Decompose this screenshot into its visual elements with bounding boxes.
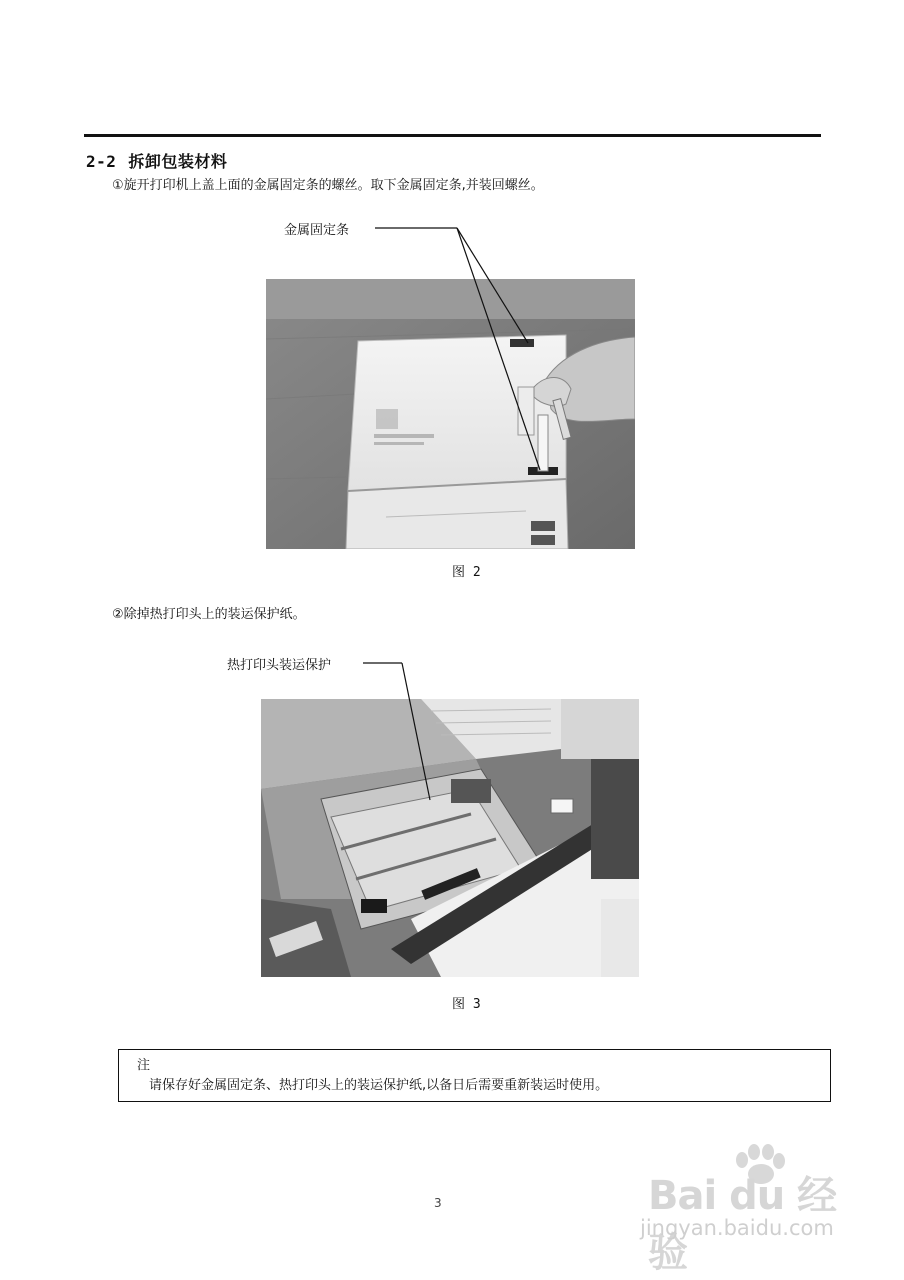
printer-top-cover-image xyxy=(266,279,635,549)
watermark-url: jingyan.baidu.com xyxy=(640,1216,834,1240)
figure-3-photo xyxy=(261,699,639,977)
watermark-brand: Bai du 经验 xyxy=(648,1173,837,1276)
figure-2-photo xyxy=(266,279,635,549)
note-text: 请保存好金属固定条、热打印头上的装运保护纸,以备日后需要重新装运时使用。 xyxy=(149,1078,609,1093)
note-box xyxy=(118,1049,831,1102)
page-number: 3 xyxy=(434,1196,442,1210)
section-top-rule xyxy=(84,134,821,137)
watermark xyxy=(640,1142,870,1276)
section-number: 2-2 xyxy=(86,152,117,171)
step-1-instruction: ①旋开打印机上盖上面的金属固定条的螺丝。取下金属固定条,并装回螺丝。 xyxy=(112,178,544,193)
note-title: 注 xyxy=(137,1058,151,1073)
figure-3-callout-label: 热打印头装运保护 xyxy=(227,658,332,673)
figure-3-caption: 图 3 xyxy=(452,997,481,1012)
section-title: 拆卸包装材料 xyxy=(128,152,228,171)
step-2-instruction: ②除掉热打印头上的装运保护纸。 xyxy=(112,607,306,622)
figure-2-caption: 图 2 xyxy=(452,565,481,580)
section-heading xyxy=(86,149,227,172)
figure-2-callout-label: 金属固定条 xyxy=(284,223,350,238)
print-head-image xyxy=(261,699,639,977)
